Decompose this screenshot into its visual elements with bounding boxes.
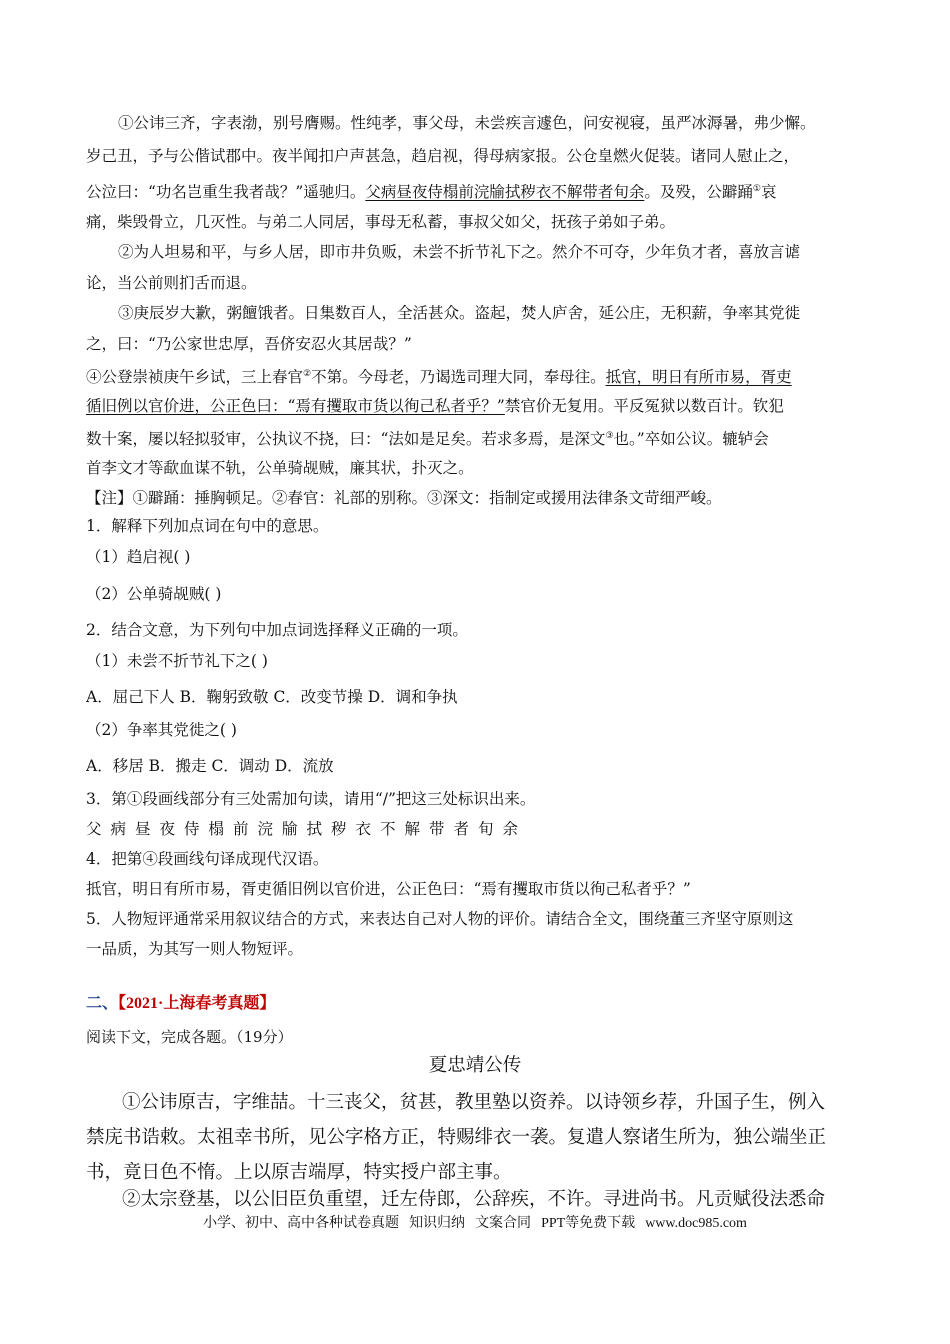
exam-tag: 【2021·上海春考真题】 — [118, 995, 276, 1012]
question-1-2: （2）公单骑觇贼( ) — [86, 585, 222, 603]
section-heading: 二、【2021·上海春考真题】 — [86, 993, 276, 1012]
passage-line: 论，当公前则扪舌而退。 — [86, 274, 257, 292]
passage-line: 首李文才等歃血谋不轨，公单骑觇贼，廉其状，扑灭之。 — [86, 459, 474, 477]
question-4: 4．把第④段画线句译成现代汉语。 — [86, 850, 329, 868]
dotted-words: 骑觇贼 — [287, 459, 335, 477]
dotted-words: 廉其状 — [349, 459, 397, 477]
question-5-cont: 一品质，为其写一则人物短评。 — [86, 940, 304, 958]
passage-line: ②太宗登基，以公旧臣负重望，迁左侍郎，公辞疾，不许。寻进尚书。凡贡赋役法悉命 — [122, 1189, 826, 1210]
passage-line: 公泣曰：“功名岂重生我者哉？”遥驰归。父病昼夜侍榻前浣牏拭秽衣不解带者旬余。及殁，公躃踊①哀 — [86, 183, 777, 202]
passage-line: ①公讳原吉，字维喆。十三丧父，贫甚，教里塾以资养。以诗领乡荐，升国子生，例入 — [122, 1092, 826, 1113]
annotation-note: 【注】①躃踊：捶胸顿足。②春官：礼部的别称。③深文：指制定或援用法律条文苛细严峻。 — [86, 489, 722, 507]
question-2: 2．结合文意，为下列句中加点词选择释义正确的一项。 — [86, 621, 468, 639]
passage-line: ②为人坦易和平，与乡人居，即市井负贩，未尝不折节礼下之。然介不可夺，少年负才者，喜放言谑 — [118, 243, 801, 261]
question-2-2-options: A．移居 B．搬走 C．调动 D．流放 — [86, 757, 334, 775]
question-4-text: 抵官，明日有所市易，胥吏循旧例以官价进，公正色曰：“焉有攫取市货以徇己私者乎？” — [86, 880, 691, 898]
underlined-sentence: 抵官，明日有所市易，胥吏 — [605, 368, 792, 387]
question-1: 1．解释下列加点词在句中的意思。 — [86, 517, 329, 535]
page-footer: 小学、初中、高中各种试卷真题 知识归纳 文案合同 PPT等免费下载 www.doc985.com — [203, 1216, 747, 1231]
passage-line: ④公登崇祯庚午乡试，三上春官②不第。今母老，乃谒选司理大同，奉母往。抵官，明日有所市易，胥吏 — [86, 368, 792, 387]
passage-line: ③庚辰岁大歉，粥饘饿者。日集数百人，全活甚众。盗起，焚人庐舍，延公庄，无积薪，争率其党徙 — [118, 304, 801, 322]
footer-url: www.doc985.com — [645, 1216, 747, 1231]
underlined-sentence: 父病昼夜侍榻前浣牏拭秽衣不解带者旬余 — [365, 183, 645, 202]
passage-title: 夏忠靖公传 — [428, 1055, 522, 1076]
passage-line: 数十案，屡以轻拟驳审，公执议不挠，曰：“法如是足矣。若求多焉，是深文③也。”卒如公议。辘轳会 — [86, 430, 769, 449]
passage-line: 循旧例以官价进，公正色曰：“焉有攫取市货以徇己私者乎？”禁官价无复用。平反冤狱以数百计。钦犯 — [86, 397, 784, 415]
question-5: 5．人物短评通常采用叙议结合的方式，来表达自己对人物的评价。请结合全文，围绕董三齐坚守原则这 — [86, 910, 794, 928]
question-2-2: （2）争率其党徙之( ) — [86, 721, 237, 739]
question-3-text: 父病昼夜侍榻前浣牏拭秽衣不解带者旬余 — [86, 820, 528, 838]
instruction: 阅读下文，完成各题。（19分） — [86, 1028, 293, 1046]
question-2-1-options: A．屈己下人 B．鞠躬致敬 C．改变节操 D．调和争执 — [86, 688, 458, 706]
question-1-1: （1）趋启视( ) — [86, 548, 191, 566]
question-3: 3．第①段画线部分有三处需加句读，请用“/”把这三处标识出来。 — [86, 790, 536, 808]
passage-line: 痛，柴毁骨立，几灭性。与弟二人同居，事母无私蓄，事叔父如父，抚孩子弟如子弟。 — [86, 213, 676, 231]
dotted-words: 扑灭之 — [411, 459, 459, 477]
passage-line: 之，曰：“乃公家世忠厚，吾侪安忍火其居哉？” — [86, 335, 412, 353]
passage-line: 书，竟日色不惰。上以原吉端厚，特实授户部主事。 — [86, 1162, 512, 1183]
passage-line: 禁庑书诰敕。太祖幸书所，见公字格方正，特赐绯衣一袭。复遣人察诸生所为，独公端坐正 — [86, 1127, 827, 1148]
passage-line: 岁己丑，予与公偕试郡中。夜半闻扣户声甚急，趋启视，得母病家报。公仓皇燃火促装。诸同人慰止之， — [86, 147, 800, 165]
passage-line: ①公讳三齐，字表渤，别号膺赐。性纯孝，事父母，未尝疾言遽色，问安视寝，虽严冰溽暑，弗少懈。 — [118, 114, 816, 132]
question-2-1: （1）未尝不折节礼下之( ) — [86, 652, 268, 670]
underlined-sentence: 循旧例以官价进，公正色曰：“焉有攫取市货以徇己私者乎？” — [86, 397, 505, 415]
